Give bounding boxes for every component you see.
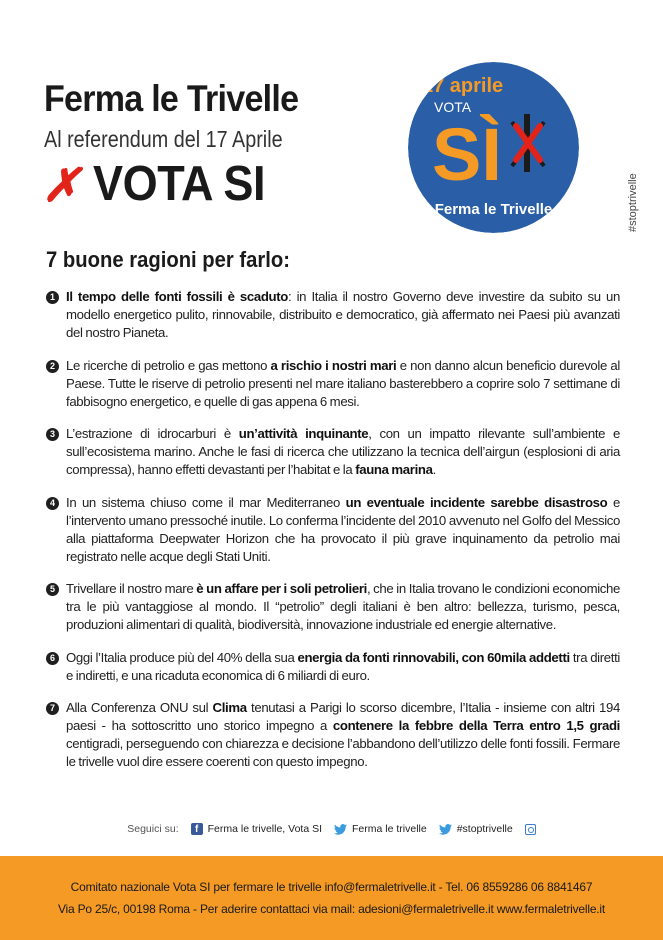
- twitter-icon: [439, 824, 452, 835]
- page-subtitle: Al referendum del 17 Aprile: [44, 126, 283, 152]
- facebook-link[interactable]: [191, 823, 322, 835]
- reasons-list: [46, 288, 620, 786]
- instagram-icon[interactable]: [525, 824, 536, 835]
- reason-text: Il tempo delle fonti fossili è scaduto: in Italia il nostro Governo deve investire da subito su un modello energetico pulito, rinnovabile, distribuito e democratico, già affermato nei Paesi più avanzati del nostro Pianeta.: [66, 289, 620, 340]
- reason-text: Alla Conferenza ONU sul Clima tenutasi a Parigi lo scorso dicembre, l’Italia - insieme con altri 194 paesi - ha sottoscritto uno storico impegno a contenere la febbre della Terra entro 1,5 gradi centigradi, perseguendo con chiarezza e decisione l’abbandono dell’utilizzo delle fonti fossili. Fermare le trivelle vuol dire essere coerenti con questo impegno.: [66, 700, 620, 769]
- twitter-icon: [334, 824, 347, 835]
- logo-graphic: [408, 62, 579, 233]
- facebook-icon: f: [191, 823, 203, 835]
- reason-item: [46, 357, 620, 411]
- side-hashtag: #stoptrivelle: [627, 173, 639, 232]
- reasons-heading: 7 buone ragioni per farlo:: [46, 247, 291, 272]
- logo-vota: VOTA: [434, 99, 472, 115]
- reason-item: [46, 288, 620, 342]
- facebook-label: Ferma le trivelle, Vota SI: [207, 823, 323, 835]
- twitter-label: Ferma le trivelle: [352, 823, 427, 835]
- reason-text: In un sistema chiuso come il mar Mediterraneo un eventuale incidente sarebbe disastroso e l’intervento umano pressoché inutile. Lo conferma l’incidente del 2010 avvenuto nel Golfo del Messico alla piattaforma Deepwater Horizon che ha provocato il più grave inquinamento da petrolio mai registrato nelle acque degli Stati Uniti.: [66, 494, 620, 564]
- reason-text: Oggi l’Italia produce più del 40% della sua energia da fonti rinnovabili, con 60mila addetti tra diretti e indiretti, e una ricaduta economica di 6 miliardi di euro.: [66, 649, 620, 683]
- vote-si-heading: VOTA SI: [92, 157, 265, 211]
- reason-number-badge: 7: [46, 702, 59, 715]
- reason-number-badge: 5: [46, 583, 59, 596]
- reason-item: [46, 425, 620, 479]
- reason-text: Trivellare il nostro mare è un affare per i soli petrolieri, che in Italia trovano le condizioni economiche tra le più vantaggiose al mondo. Il “petrolio” degli italiani è ben altro: bellezza, turismo, pesca, produzioni alimentari di qualità, biodiversità, innovazione industriale ed energie alternative.: [66, 581, 620, 632]
- follow-label: Seguici su:: [127, 823, 179, 835]
- reason-item: [46, 649, 620, 685]
- reason-number-badge: 6: [46, 652, 59, 665]
- campaign-logo-badge: [408, 62, 579, 233]
- logo-caption: Ferma le Trivelle: [434, 201, 553, 218]
- reason-number-badge: 4: [46, 497, 59, 510]
- page-title: Ferma le Trivelle: [44, 78, 299, 119]
- hashtag-label: #stoptrivelle: [456, 823, 513, 835]
- reason-number-badge: 2: [46, 360, 59, 373]
- reason-text: Le ricerche di petrolio e gas mettono a rischio i nostri mari e non danno alcun beneficio durevole al Paese. Tutte le riserve di petrolio presenti nel mare italiano basterebbero a coprire solo 7 settimane di fabbisogno energetico, e quelle di gas appena 6 mesi.: [66, 357, 620, 409]
- reason-number-badge: 1: [46, 291, 59, 304]
- reason-item: [46, 494, 620, 566]
- reason-item: [46, 580, 620, 634]
- footer-contact-line: Comitato nazionale Vota SI per fermare le trivelle info@fermaletrivelle.it - Tel. 06 8559286 06 8841467: [70, 880, 593, 894]
- footer-address-line: Via Po 25/c, 00198 Roma - Per aderire contattaci via mail: adesioni@fermaletrivelle.it www.fermaletrivelle.it: [57, 902, 606, 916]
- hashtag-link[interactable]: [439, 823, 513, 835]
- red-x-icon: ✗: [42, 158, 81, 211]
- twitter-link[interactable]: [334, 823, 427, 835]
- logo-date: 17 aprile: [422, 75, 504, 97]
- reason-item: [46, 699, 620, 771]
- footer: [0, 856, 663, 940]
- social-bar: [0, 823, 663, 835]
- logo-si: SÌ: [432, 113, 502, 196]
- reason-number-badge: 3: [46, 428, 59, 441]
- reason-text: L’estrazione di idrocarburi è un’attività inquinante, con un impatto rilevante sull’ambiente e sull’ecosistema marino. Anche le fasi di ricerca che utilizzano la tecnica dell’airgun (esplosioni di aria compressa), hanno effetti devastanti per l’habitat e la fauna marina.: [66, 426, 620, 477]
- vote-line: [42, 157, 280, 211]
